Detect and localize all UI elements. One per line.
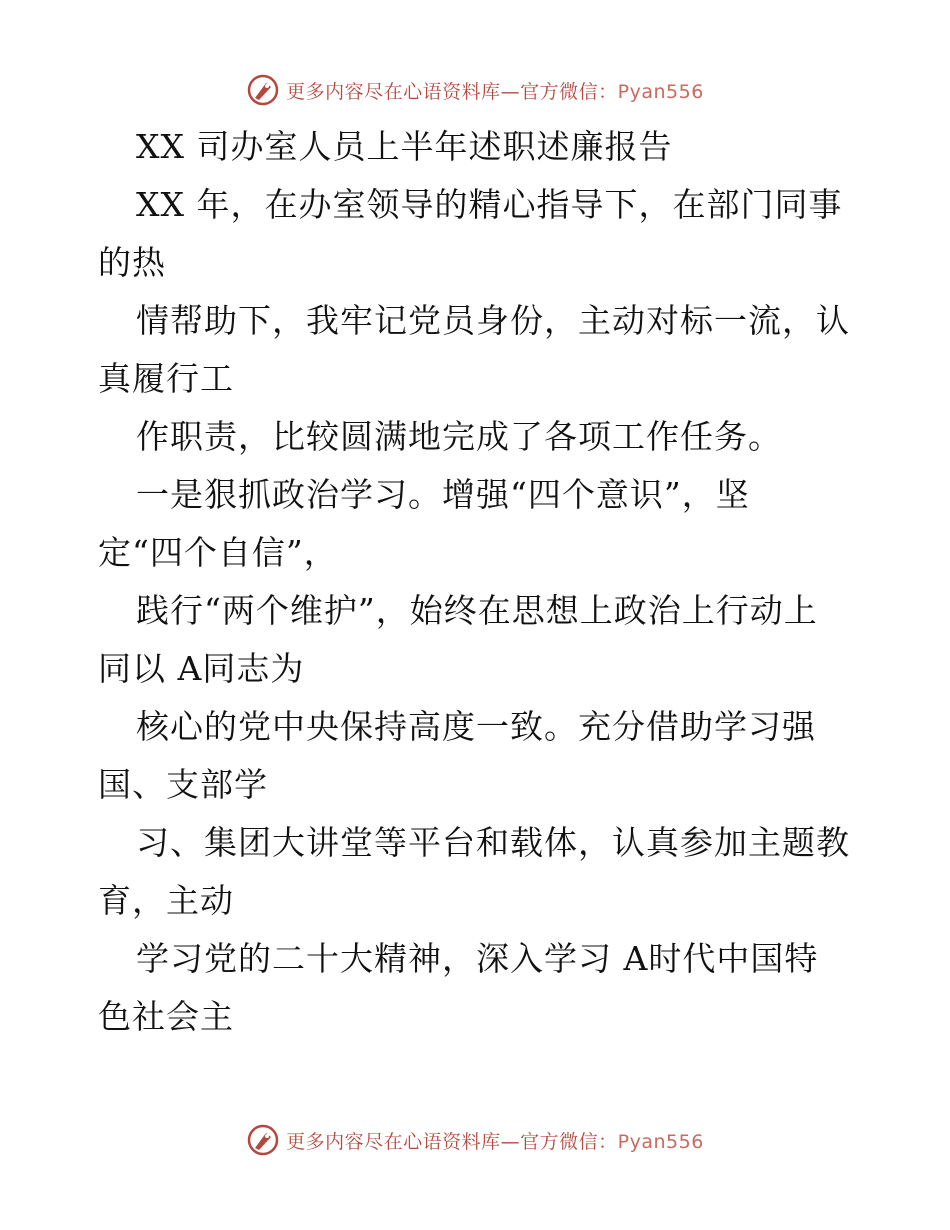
pen-nib-logo-icon <box>246 73 280 107</box>
pen-nib-logo-icon <box>246 1123 280 1157</box>
watermark-text: 更多内容尽在心语资料库—官方微信：Pyan556 <box>286 80 704 103</box>
document-title: XX 司办室人员上半年述职述廉报告 <box>136 127 673 166</box>
text-line: 育，主动 <box>98 881 234 920</box>
text-line: 一是狠抓政治学习。增强“四个意识”，坚 <box>136 475 750 514</box>
text-line: 学习党的二十大精神，深入学习 A时代中国特 <box>136 939 819 978</box>
text-line: 情帮助下，我牢记党员身份，主动对标一流，认 <box>136 301 850 340</box>
document-body <box>98 118 858 1046</box>
watermark-id: Pyan556 <box>617 1130 704 1153</box>
text-line: 作职责，比较圆满地完成了各项工作任务。 <box>136 417 782 456</box>
text-line: 习、集团大讲堂等平台和载体，认真参加主题教 <box>136 823 850 862</box>
text-line: 同以 A同志为 <box>98 649 305 688</box>
watermark-id: Pyan556 <box>617 80 704 103</box>
header-watermark <box>0 70 950 110</box>
text-line: 定“四个自信”， <box>98 533 338 572</box>
text-line: 的热 <box>98 243 166 282</box>
text-line: XX 年，在办室领导的精心指导下，在部门同事 <box>136 185 843 224</box>
text-line: 色社会主 <box>98 997 234 1036</box>
text-line: 践行“两个维护”，始终在思想上政治上行动上 <box>136 591 818 630</box>
text-line: 核心的党中央保持高度一致。充分借助学习强 <box>136 707 816 746</box>
text-line: 真履行工 <box>98 359 234 398</box>
text-line: 国、支部学 <box>98 765 268 804</box>
watermark-text: 更多内容尽在心语资料库—官方微信：Pyan556 <box>286 1130 704 1153</box>
footer-watermark <box>0 1120 950 1160</box>
